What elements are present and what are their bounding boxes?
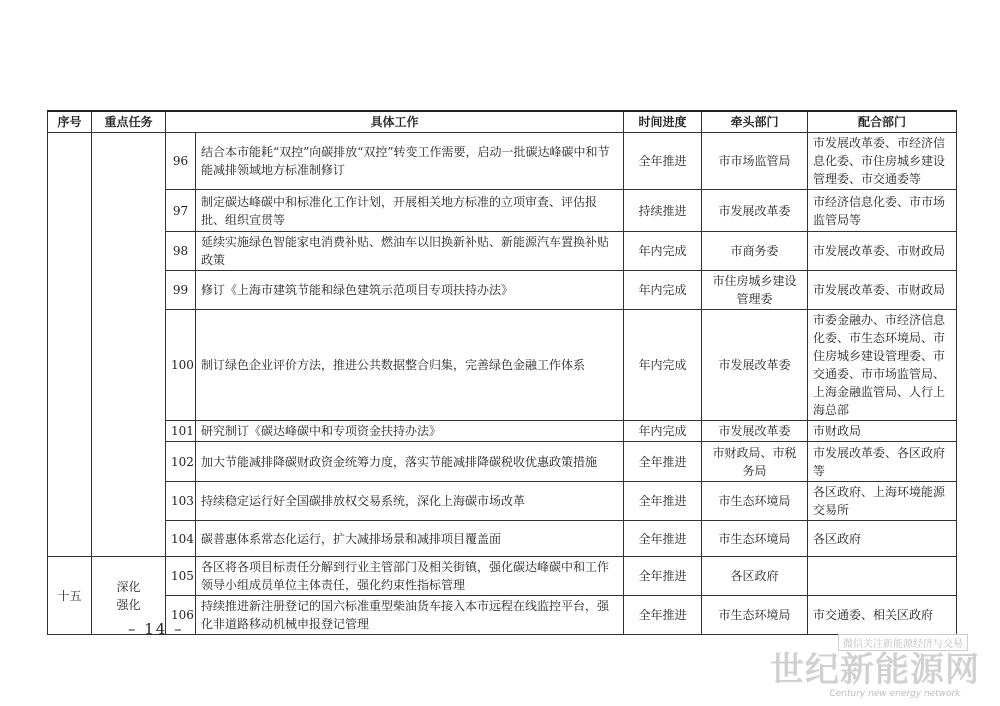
header-key-task: 重点任务	[92, 111, 166, 133]
row-lead: 市财政局、市税务局	[702, 442, 808, 482]
row-progress: 年内完成	[624, 271, 702, 310]
row-coop: 各区政府	[808, 521, 957, 557]
table-header-row	[48, 111, 957, 133]
row-coop: 市发展改革委、市财政局	[808, 232, 957, 271]
table-row	[48, 271, 957, 310]
table-row	[48, 421, 957, 442]
row-number: 105	[166, 557, 196, 596]
row-work: 持续推进新注册登记的国六标准重型柴油货车接入本市远程在线监控平台，强化非道路移动机械申报登记管理	[196, 596, 624, 635]
row-progress: 持续推进	[624, 190, 702, 232]
row-lead: 市生态环境局	[702, 596, 808, 635]
header-work: 具体工作	[166, 111, 624, 133]
table-row	[48, 557, 957, 596]
row-progress: 年内完成	[624, 421, 702, 442]
table-row	[48, 232, 957, 271]
row-number: 106	[166, 596, 196, 635]
row-coop: 市交通委、相关区政府	[808, 596, 957, 635]
watermark-english: Century new energy network	[829, 689, 961, 699]
row-work: 碳普惠体系常态化运行，扩大减排场景和减排项目覆盖面	[196, 521, 624, 557]
row-lead: 市商务委	[702, 232, 808, 271]
row-coop: 市财政局	[808, 421, 957, 442]
row-lead: 市市场监管局	[702, 133, 808, 190]
table-row	[48, 442, 957, 482]
row-lead: 市生态环境局	[702, 521, 808, 557]
row-number: 96	[166, 133, 196, 190]
row-lead: 市住房城乡建设管理委	[702, 271, 808, 310]
table-row	[48, 190, 957, 232]
row-work: 制订绿色企业评价方法，推进公共数据整合归集，完善绿色金融工作体系	[196, 310, 624, 421]
row-work: 研究制订《碳达峰碳中和专项资金扶持办法》	[196, 421, 624, 442]
table-row	[48, 482, 957, 521]
page-number: – 14 –	[128, 620, 184, 638]
row-number: 104	[166, 521, 196, 557]
row-lead: 市发展改革委	[702, 190, 808, 232]
row-progress: 全年推进	[624, 442, 702, 482]
table-row	[48, 596, 957, 635]
row-progress: 全年推进	[624, 482, 702, 521]
row-work: 制定碳达峰碳中和标准化工作计划，开展相关地方标准的立项审查、评估报批、组织宣贯等	[196, 190, 624, 232]
row-progress: 年内完成	[624, 310, 702, 421]
row-work: 加大节能减排降碳财政资金统筹力度，落实节能减排降碳税收优惠政策措施	[196, 442, 624, 482]
row-progress: 全年推进	[624, 557, 702, 596]
header-coop: 配合部门	[808, 111, 957, 133]
row-coop: 市发展改革委、市经济信息化委、市住房城乡建设管理委、市交通委等	[808, 133, 957, 190]
group-index: 十五	[48, 557, 92, 635]
group-task-cell	[92, 133, 166, 557]
watermark-subtitle: 微信关注新能源经济与交易	[838, 634, 968, 651]
row-lead: 各区政府	[702, 557, 808, 596]
key-tasks-table	[47, 110, 957, 635]
header-lead: 牵头部门	[702, 111, 808, 133]
row-lead: 市发展改革委	[702, 421, 808, 442]
header-index: 序号	[48, 111, 92, 133]
row-number: 97	[166, 190, 196, 232]
row-work: 各区将各项目标责任分解到行业主管部门及相关街镇，强化碳达峰碳中和工作领导小组成员单位主体责任，强化约束性指标管理	[196, 557, 624, 596]
row-progress: 全年推进	[624, 133, 702, 190]
row-coop: 市经济信息化委、市市场监管局等	[808, 190, 957, 232]
table-row	[48, 133, 957, 190]
group-task-label: 深化强化	[116, 579, 141, 612]
row-number: 102	[166, 442, 196, 482]
table-row	[48, 521, 957, 557]
row-number: 101	[166, 421, 196, 442]
row-work: 结合本市能耗“双控”向碳排放“双控”转变工作需要，启动一批碳达峰碳中和节能减排领域地方标准制修订	[196, 133, 624, 190]
header-progress: 时间进度	[624, 111, 702, 133]
row-work: 持续稳定运行好全国碳排放权交易系统，深化上海碳市场改革	[196, 482, 624, 521]
row-number: 100	[166, 310, 196, 421]
row-work: 延续实施绿色智能家电消费补贴、燃油车以旧换新补贴、新能源汽车置换补贴政策	[196, 232, 624, 271]
row-lead: 市生态环境局	[702, 482, 808, 521]
row-number: 99	[166, 271, 196, 310]
row-progress: 全年推进	[624, 521, 702, 557]
row-coop: 市委金融办、市经济信息化委、市生态环境局、市住房城乡建设管理委、市交通委、市市场监管局、上海金融监管局、人行上海总部	[808, 310, 957, 421]
row-coop: 各区政府、上海环境能源交易所	[808, 482, 957, 521]
row-progress: 年内完成	[624, 232, 702, 271]
table-row	[48, 310, 957, 421]
watermark-logo	[760, 632, 990, 702]
row-coop	[808, 557, 957, 596]
row-number: 103	[166, 482, 196, 521]
row-progress: 全年推进	[624, 596, 702, 635]
row-coop: 市发展改革委、各区政府等	[808, 442, 957, 482]
row-work: 修订《上海市建筑节能和绿色建筑示范项目专项扶持办法》	[196, 271, 624, 310]
row-lead: 市发展改革委	[702, 310, 808, 421]
row-number: 98	[166, 232, 196, 271]
row-coop: 市发展改革委、市财政局	[808, 271, 957, 310]
watermark-main: 世纪新能源网	[770, 650, 980, 690]
group-index-cell	[48, 133, 92, 557]
